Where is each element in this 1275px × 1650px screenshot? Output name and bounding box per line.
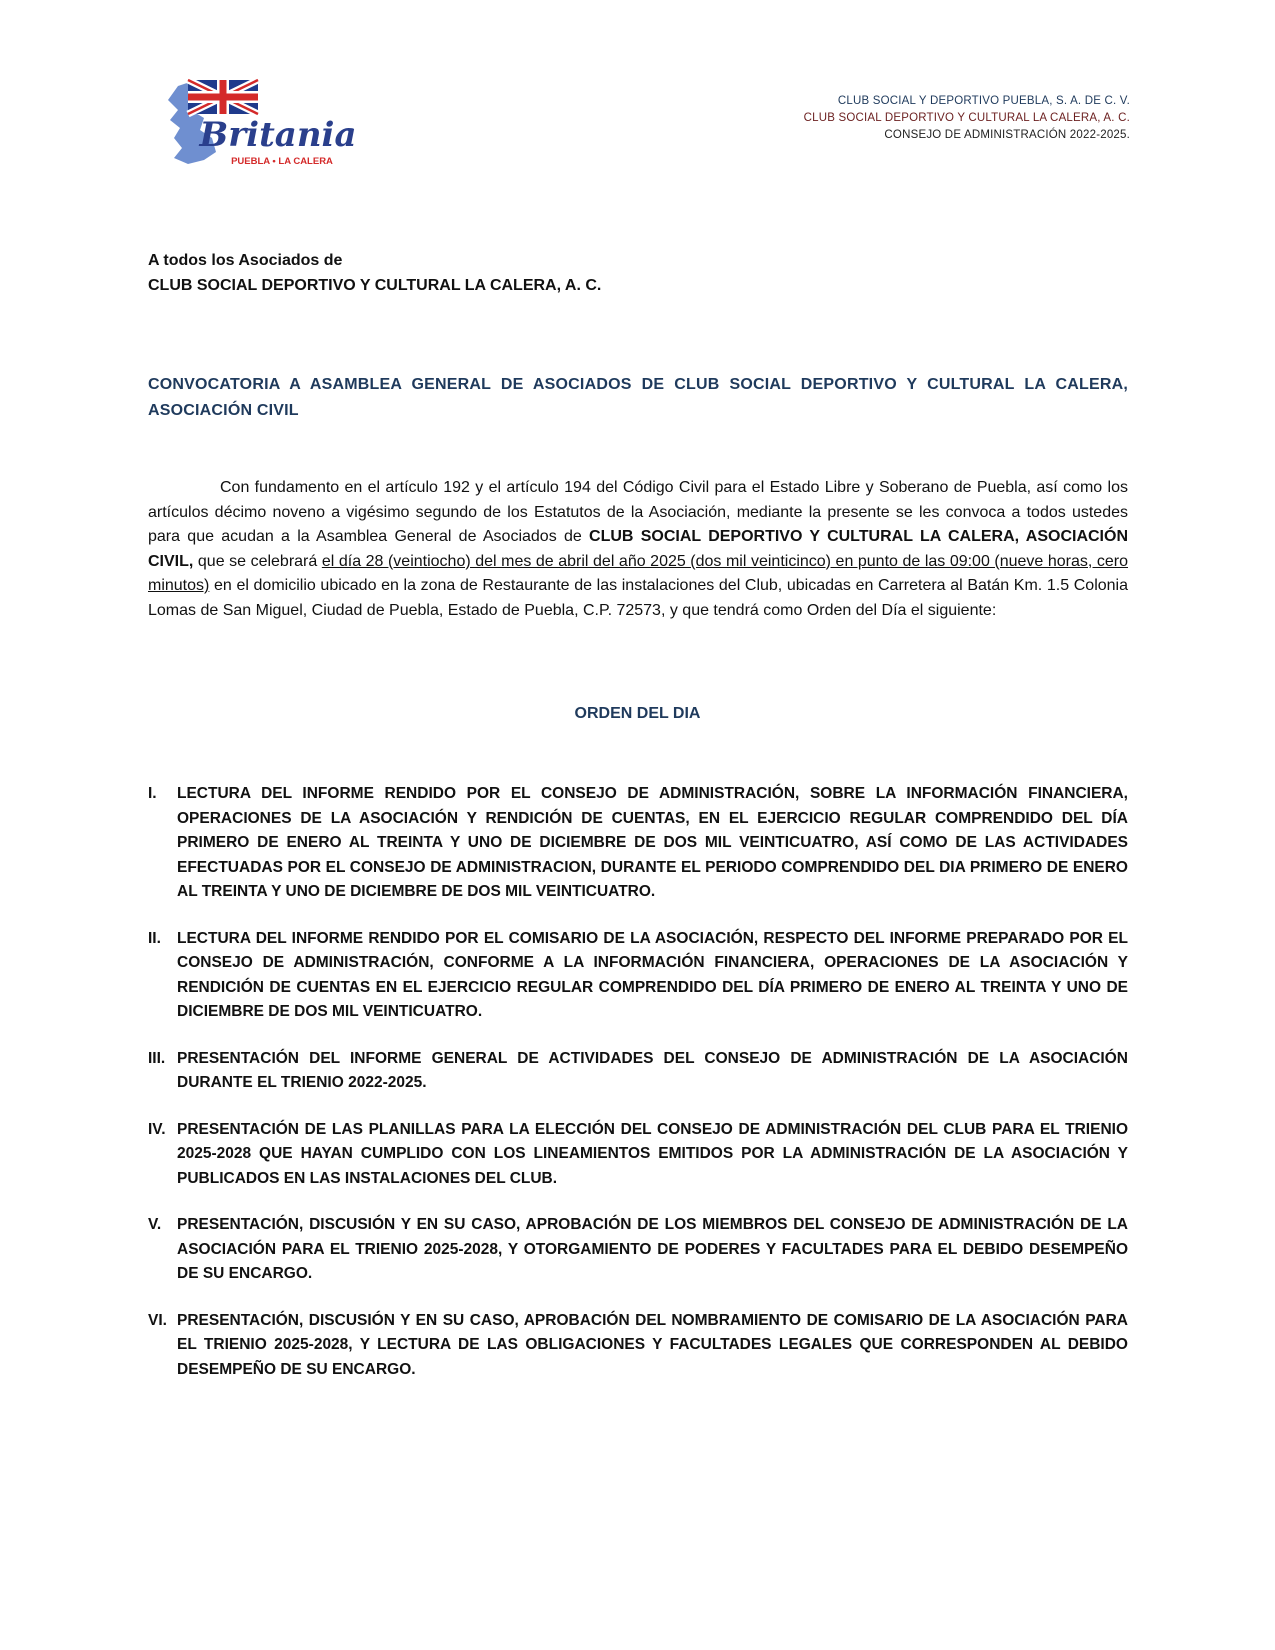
- addressee-line-1: A todos los Asociados de: [148, 252, 343, 269]
- britania-logo: [160, 78, 360, 178]
- agenda-item-number: III.: [148, 1049, 166, 1067]
- letterhead-line-3: CONSEJO DE ADMINISTRACIÓN 2022-2025.: [884, 129, 1130, 141]
- agenda-item-text: PRESENTACIÓN, DISCUSIÓN Y EN SU CASO, APROBACIÓN DEL NOMBRAMIENTO DE COMISARIO DE LA ASOCIACIÓN PARA EL TRIENIO 2025-2028, Y LECTURA DE LAS OBLIGACIONES Y FACULTADES LEGALES QUE CORRESPONDEN AL DEBIDO DESEMPEÑO DE SU ENCARGO.: [177, 1311, 1128, 1378]
- agenda-item-number: I.: [148, 785, 157, 802]
- union-jack-flag-icon: [160, 78, 360, 178]
- letterhead: [804, 93, 1130, 144]
- body-part-1: Con fundamento en el artículo 192 y el artículo 194 del Código Civil para el Estado Libre y Soberano de Puebla, así como los artículos décimo noveno a vigésimo segundo de los Estatutos de la Asociación, mediante la presente se les convoca a todos ustedes para que acudan a la Asamblea General de Asociados de: [148, 479, 1128, 545]
- addressee: [148, 248, 601, 298]
- body-club-name: CLUB SOCIAL DEPORTIVO Y CULTURAL LA CALERA, ASOCIACIÓN CIVIL,: [148, 528, 1128, 570]
- agenda-item: [148, 1213, 1128, 1287]
- orden-del-dia-heading: ORDEN DEL DIA: [574, 705, 701, 722]
- agenda-item: [148, 1118, 1128, 1192]
- addressee-line-2: CLUB SOCIAL DEPORTIVO Y CULTURAL LA CALERA, A. C.: [148, 277, 602, 294]
- agenda-item-text: LECTURA DEL INFORME RENDIDO POR EL COMISARIO DE LA ASOCIACIÓN, RESPECTO DEL INFORME PREPARADO POR EL CONSEJO DE ADMINISTRACIÓN, CONFORME A LA INFORMACIÓN FINANCIERA, OPERACIONES DE LA ASOCIACIÓN Y RENDICIÓN DE CUENTAS EN EL EJERCICIO REGULAR COMPRENDIDO DEL DÍA PRIMERO DE ENERO AL TREINTA Y UNO DE DICIEMBRE DE DOS MIL VEINTICUATRO.: [177, 929, 1128, 1020]
- logo-tagline: PUEBLA • LA CALERA: [231, 156, 333, 167]
- agenda-item-number: IV.: [148, 1120, 166, 1138]
- agenda-item-number: II.: [148, 929, 161, 947]
- agenda-item: [148, 1047, 1128, 1096]
- agenda-item: [148, 927, 1128, 1025]
- agenda-item-text: PRESENTACIÓN, DISCUSIÓN Y EN SU CASO, APROBACIÓN DE LOS MIEMBROS DEL CONSEJO DE ADMINISTRACIÓN DE LA ASOCIACIÓN PARA EL TRIENIO 2025-2028, Y OTORGAMIENTO DE PODERES Y FACULTADES PARA EL DEBIDO DESEMPEÑO DE SU ENCARGO.: [177, 1216, 1128, 1282]
- body-paragraph: [148, 476, 1128, 623]
- agenda-item-text: PRESENTACIÓN DEL INFORME GENERAL DE ACTIVIDADES DEL CONSEJO DE ADMINISTRACIÓN DE LA ASOCIACIÓN DURANTE EL TRIENIO 2022-2025.: [177, 1049, 1128, 1091]
- agenda-list: [148, 782, 1128, 1404]
- body-part-3: en el domicilio ubicado en la zona de Restaurante de las instalaciones del Club, ubicadas en Carretera al Batán Km. 1.5 Colonia Lomas de San Miguel, Ciudad de Puebla, Estado de Puebla, C.P. 72573, y que tendrá como Orden del Día el siguiente:: [148, 577, 1128, 619]
- agenda-item-text: LECTURA DEL INFORME RENDIDO POR EL CONSEJO DE ADMINISTRACIÓN, SOBRE LA INFORMACIÓN FINANCIERA, OPERACIONES DE LA ASOCIACIÓN Y RENDICIÓN DE CUENTAS, EN EL EJERCICIO REGULAR COMPRENDIDO DEL DÍA PRIMERO DE ENERO AL TREINTA Y UNO DE DICIEMBRE DE DOS MIL VEINTICUATRO, ASÍ COMO DE LAS ACTIVIDADES EFECTUADAS POR EL CONSEJO DE ADMINISTRACION, DURANTE EL PERIODO COMPRENDIDO DEL DIA PRIMERO DE ENERO AL TREINTA Y UNO DE DICIEMBRE DE DOS MIL VEINTICUATRO.: [177, 785, 1128, 900]
- meeting-date-time: el día 28 (veintiocho) del mes de abril del año 2025 (dos mil veinticinco) en punto de las 09:00 (nueve horas, cero minutos): [148, 552, 1129, 594]
- letterhead-line-1: CLUB SOCIAL Y DEPORTIVO PUEBLA, S. A. DE C. V.: [837, 95, 1130, 107]
- agenda-item: [148, 782, 1128, 905]
- convocatoria-title: CONVOCATORIA A ASAMBLEA GENERAL DE ASOCIADOS DE CLUB SOCIAL DEPORTIVO Y CULTURAL LA CALERA, ASOCIACIÓN CIVIL: [148, 376, 1128, 419]
- logo-brand-text: Britania: [199, 115, 357, 155]
- body-part-2: que se celebrará: [193, 552, 322, 570]
- letterhead-line-2: CLUB SOCIAL DEPORTIVO Y CULTURAL LA CALERA, A. C.: [803, 112, 1130, 124]
- agenda-item-number: V.: [148, 1216, 162, 1233]
- agenda-item-number: VI.: [148, 1311, 167, 1329]
- agenda-item: [148, 1309, 1128, 1383]
- agenda-item-text: PRESENTACIÓN DE LAS PLANILLAS PARA LA ELECCIÓN DEL CONSEJO DE ADMINISTRACIÓN DEL CLUB PARA EL TRIENIO 2025-2028 QUE HAYAN CUMPLIDO CON LOS LINEAMIENTOS EMITIDOS POR LA ADMINISTRACIÓN DE LA ASOCIACIÓN Y PUBLICADOS EN LAS INSTALACIONES DEL CLUB.: [177, 1120, 1128, 1187]
- flag: [188, 80, 258, 114]
